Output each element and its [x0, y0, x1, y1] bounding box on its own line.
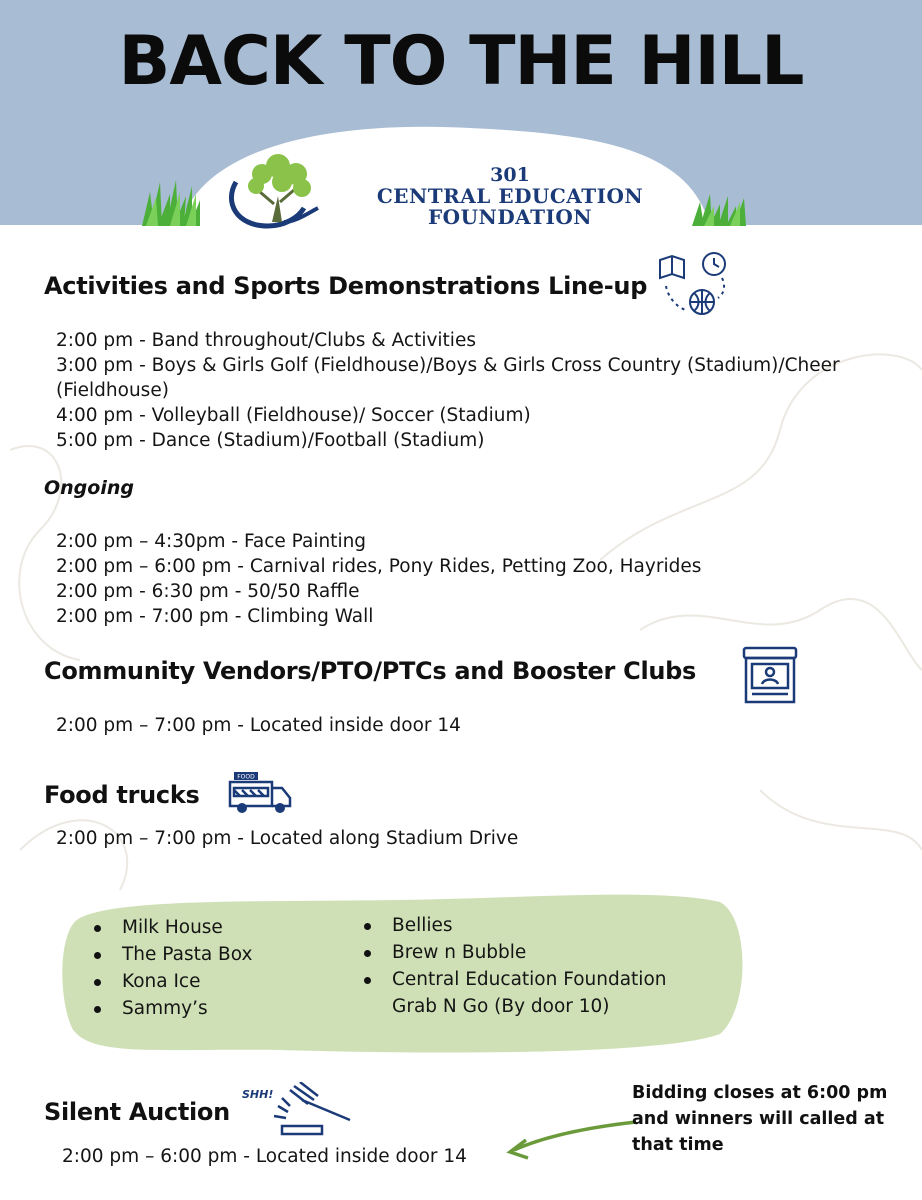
- food-truck-item: Central Education Foundation Grab N Go (By door 10): [362, 966, 702, 1020]
- food-truck-sign: FOOD: [237, 773, 255, 781]
- food-trucks-heading: Food trucks: [44, 781, 200, 809]
- grass-right-icon: [690, 192, 750, 228]
- vendors-info: [56, 713, 461, 738]
- silent-auction-info: [62, 1144, 467, 1169]
- silent-auction-heading: Silent Auction: [44, 1098, 230, 1126]
- foundation-logo-icon: [222, 152, 332, 230]
- food-trucks-info: [56, 826, 518, 851]
- food-truck-item: The Pasta Box: [92, 941, 342, 968]
- grass-left-icon: [140, 178, 202, 228]
- activity-line: 5:00 pm - Dance (Stadium)/Football (Stadium): [56, 430, 485, 451]
- activity-line: 4:00 pm - Volleyball (Fieldhouse)/ Soccer (Stadium): [56, 405, 531, 426]
- activities-book-clock-ball-icon: [656, 250, 736, 320]
- silent-auction-line: 2:00 pm – 6:00 pm - Located inside door 14: [62, 1146, 467, 1167]
- food-trucks-line: 2:00 pm – 7:00 pm - Located along Stadium Drive: [56, 828, 519, 849]
- shh-label: SHH!: [242, 1088, 274, 1101]
- logo-line-1: CENTRAL EDUCATION: [376, 184, 644, 208]
- food-trucks-left-list: [92, 914, 342, 1022]
- food-trucks-right-list: [362, 912, 702, 1020]
- ongoing-line: 2:00 pm – 6:00 pm - Carnival rides, Pony Rides, Petting Zoo, Hayrides: [56, 556, 702, 577]
- page-title: BACK TO THE HILL: [118, 22, 804, 101]
- ongoing-line: 2:00 pm - 7:00 pm - Climbing Wall: [56, 606, 374, 627]
- arrow-icon: [500, 1116, 640, 1166]
- food-truck-item: Brew n Bubble: [362, 939, 702, 966]
- activity-line: 2:00 pm - Band throughout/Clubs & Activities: [56, 330, 476, 351]
- food-truck-item: Sammy’s: [92, 995, 342, 1022]
- ongoing-list: [56, 529, 701, 629]
- vendor-booth-icon: [740, 644, 800, 704]
- food-truck-item: Bellies: [362, 912, 702, 939]
- food-truck-item: Kona Ice: [92, 968, 342, 995]
- activities-list: [56, 328, 896, 453]
- activities-heading: Activities and Sports Demonstrations Line-up: [44, 272, 648, 300]
- gavel-icon: [238, 1082, 354, 1138]
- logo-number: 301: [490, 164, 530, 186]
- food-truck-icon: [228, 770, 292, 816]
- ongoing-line: 2:00 pm – 4:30pm - Face Painting: [56, 531, 367, 552]
- logo-line-2: FOUNDATION: [427, 205, 593, 229]
- vendors-heading: Community Vendors/PTO/PTCs and Booster Clubs: [44, 657, 697, 685]
- vendors-line: 2:00 pm – 7:00 pm - Located inside door 14: [56, 715, 461, 736]
- bidding-note: Bidding closes at 6:00 pm and winners will called at that time: [632, 1083, 888, 1155]
- activity-line: 3:00 pm - Boys & Girls Golf (Fieldhouse)/Boys & Girls Cross Country (Stadium)/Cheer (Fieldhouse): [56, 355, 840, 401]
- ongoing-heading: Ongoing: [44, 477, 134, 499]
- food-truck-item: Milk House: [92, 914, 342, 941]
- foundation-logo-text: [340, 165, 680, 228]
- ongoing-line: 2:00 pm - 6:30 pm - 50/50 Raffle: [56, 581, 360, 602]
